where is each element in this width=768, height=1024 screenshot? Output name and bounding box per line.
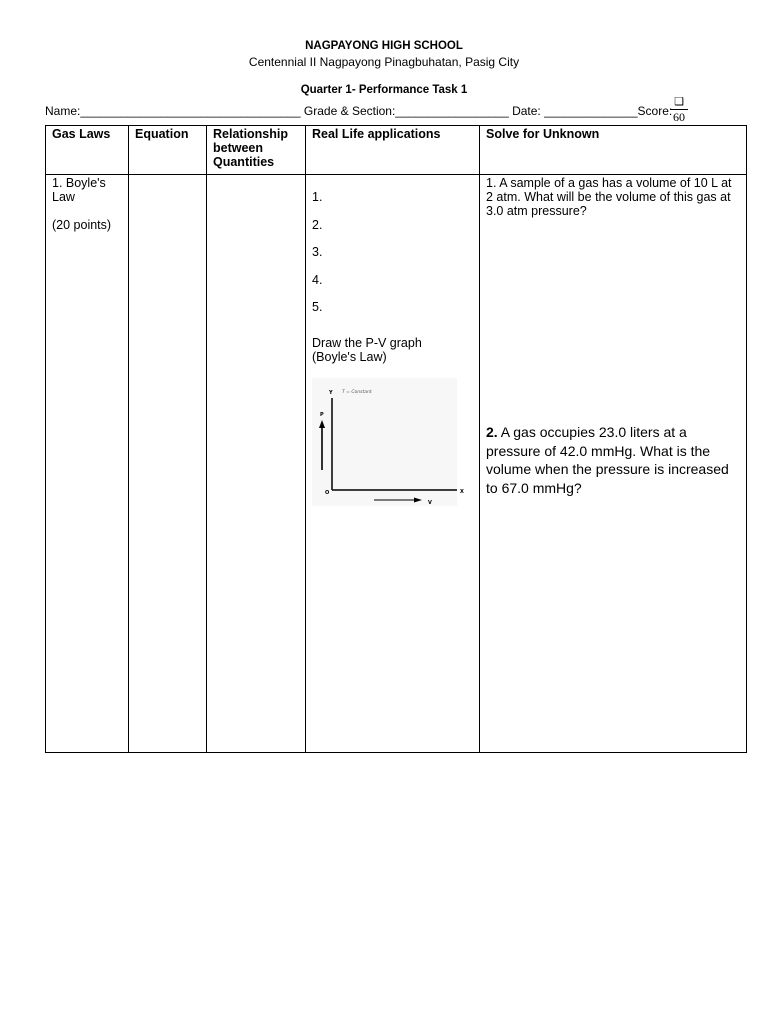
graph-y-axis-label: Y [329, 389, 333, 396]
application-item[interactable]: 2. [312, 217, 323, 232]
problem-2 [486, 423, 740, 497]
relationship-cell[interactable] [207, 175, 306, 753]
pv-graph[interactable] [312, 378, 464, 506]
task-title: Quarter 1- Performance Task 1 [300, 84, 468, 96]
problem-1: 1. A sample of a gas has a volume of 10 L at 2 atm. What will be the volume of this gas at 3.0 atm pressure? [486, 176, 732, 218]
graph-x-axis-label: X [460, 488, 464, 495]
header-solve: Solve for Unknown [480, 126, 747, 175]
table-row [46, 175, 747, 753]
application-item[interactable]: 4. [312, 272, 323, 287]
applications-cell [306, 175, 480, 753]
table-header-row [46, 126, 747, 175]
graph-top-note: T = Constant [342, 389, 372, 395]
score-fraction [668, 96, 690, 124]
gas-law-cell [46, 175, 129, 753]
application-item[interactable]: 5. [312, 300, 323, 314]
application-item[interactable]: 1. [312, 190, 323, 204]
performance-task-table [45, 125, 747, 753]
header-applications: Real Life applications [306, 126, 480, 175]
problem-2-number: 2. [486, 424, 498, 440]
school-name: NAGPAYONG HIGH SCHOOL [305, 40, 463, 52]
law-points: (20 points) [52, 218, 112, 232]
equation-cell[interactable] [129, 175, 207, 753]
header-relationship: Relationship between Quantities [207, 126, 306, 175]
header-gas-laws: Gas Laws [46, 126, 129, 175]
draw-graph-prompt: Draw the P-V graph (Boyle's Law) [312, 335, 422, 364]
score-box: ❑ [674, 96, 684, 108]
graph-p-label: P [320, 411, 324, 418]
graph-origin-label: O [325, 489, 330, 496]
header-equation: Equation [129, 126, 207, 175]
law-name: 1. Boyle's Law [52, 176, 106, 204]
graph-background [312, 378, 457, 506]
student-info-line: Name:_________________________________ Grade & Section:_________________ Date: ______________Score: [45, 104, 673, 118]
problem-2-text: A gas occupies 23.0 liters at a pressure of 42.0 mmHg. What is the volume when the pressure is increased to 67.0 mmHg? [486, 424, 729, 496]
solve-cell [480, 175, 747, 753]
score-total: 60 [673, 110, 685, 124]
graph-v-label: V [428, 499, 432, 506]
applications-list [312, 190, 473, 328]
school-address: Centennial II Nagpayong Pinagbuhatan, Pasig City [248, 55, 520, 69]
application-item[interactable]: 3. [312, 245, 323, 259]
